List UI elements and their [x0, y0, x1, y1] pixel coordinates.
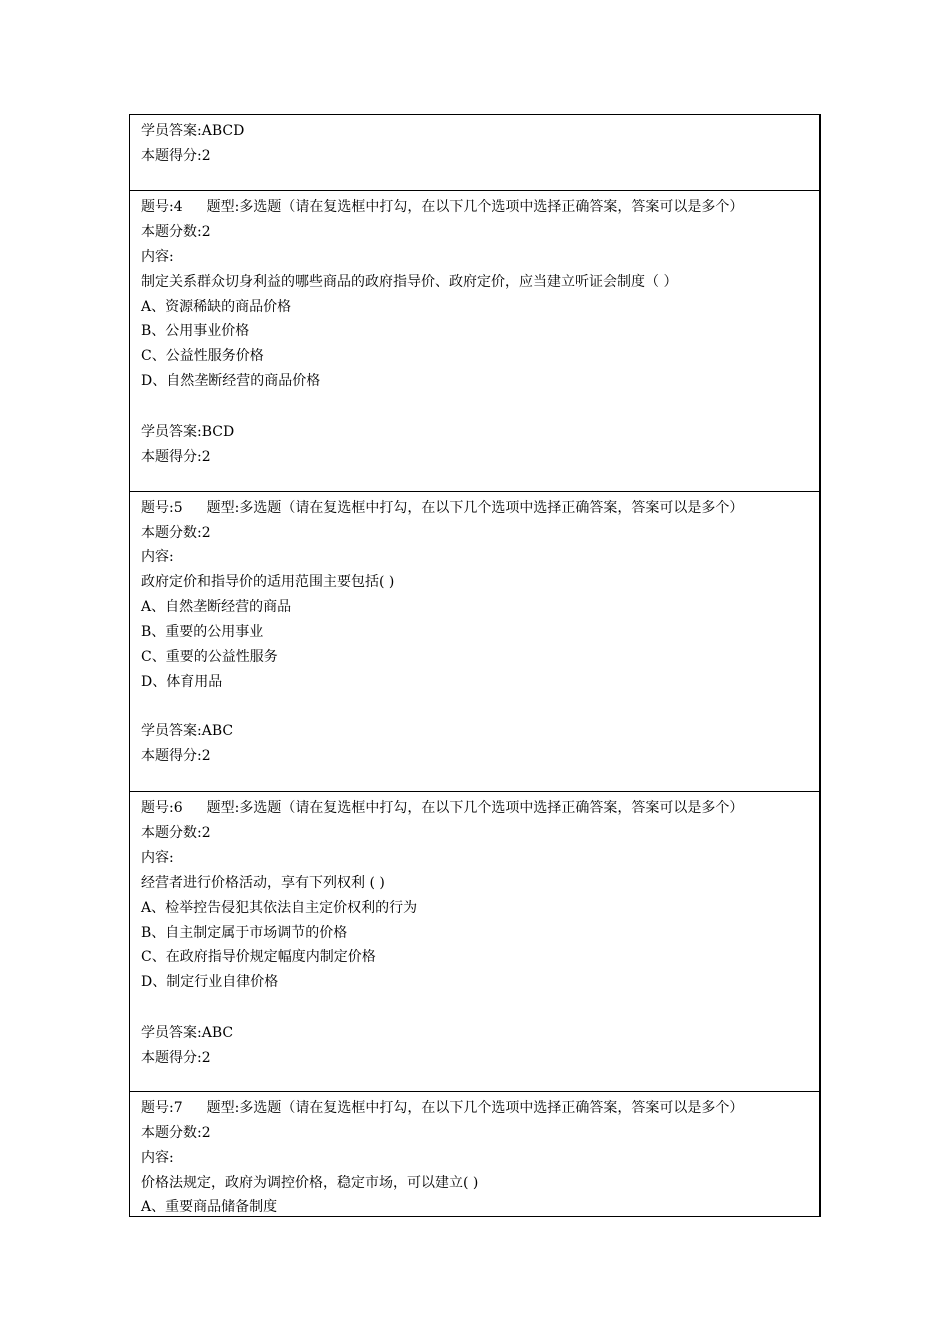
question-type: 题型:多选题（请在复选框中打勾，在以下几个选项中选择正确答案，答案可以是多个） [206, 800, 744, 816]
question-stem: 制定关系群众切身利益的哪些商品的政府指导价、政府定价，应当建立听证会制度（ ） [141, 274, 678, 290]
student-answer: 学员答案:BCD [141, 424, 235, 440]
question-cell-4 [130, 191, 819, 491]
option-d: D、体育用品 [141, 674, 223, 690]
option-a: A、自然垄断经营的商品 [141, 599, 292, 615]
question-header [141, 500, 743, 516]
student-answer: 学员答案:ABCD [141, 123, 245, 139]
question-points: 本题分数:2 [141, 224, 211, 240]
option-c: C、在政府指导价规定幅度内制定价格 [141, 949, 376, 965]
content-label: 内容: [141, 1150, 174, 1166]
question-score: 本题得分:2 [141, 449, 211, 465]
content-label: 内容: [141, 850, 174, 866]
question-stem: 价格法规定，政府为调控价格，稳定市场，可以建立( ) [141, 1175, 479, 1191]
question-cell-3-tail [130, 115, 819, 190]
question-type: 题型:多选题（请在复选框中打勾，在以下几个选项中选择正确答案，答案可以是多个） [206, 199, 744, 215]
option-a: A、重要商品储备制度 [141, 1199, 278, 1215]
question-score: 本题得分:2 [141, 748, 211, 764]
question-table [129, 114, 821, 1217]
option-b: B、重要的公用事业 [141, 624, 264, 640]
question-number: 题号:5 [141, 500, 183, 516]
question-points: 本题分数:2 [141, 525, 211, 541]
question-header [141, 1100, 743, 1116]
question-type: 题型:多选题（请在复选框中打勾，在以下几个选项中选择正确答案，答案可以是多个） [206, 1100, 744, 1116]
option-a: A、资源稀缺的商品价格 [141, 299, 292, 315]
question-header [141, 800, 743, 816]
option-c: C、重要的公益性服务 [141, 649, 278, 665]
content-label: 内容: [141, 549, 174, 565]
question-header [141, 199, 743, 215]
option-a: A、检举控告侵犯其依法自主定价权利的行为 [141, 900, 418, 916]
option-c: C、公益性服务价格 [141, 348, 264, 364]
student-answer: 学员答案:ABC [141, 723, 234, 739]
option-d: D、自然垄断经营的商品价格 [141, 373, 321, 389]
option-d: D、制定行业自律价格 [141, 974, 279, 990]
student-answer: 学员答案:ABC [141, 1025, 234, 1041]
option-b: B、公用事业价格 [141, 323, 250, 339]
question-type: 题型:多选题（请在复选框中打勾，在以下几个选项中选择正确答案，答案可以是多个） [206, 500, 744, 516]
question-points: 本题分数:2 [141, 825, 211, 841]
question-cell-6 [130, 792, 819, 1091]
question-cell-5 [130, 492, 819, 791]
question-score: 本题得分:2 [141, 1050, 211, 1066]
option-b: B、自主制定属于市场调节的价格 [141, 925, 348, 941]
question-score: 本题得分:2 [141, 148, 211, 164]
question-points: 本题分数:2 [141, 1125, 211, 1141]
question-number: 题号:6 [141, 800, 183, 816]
question-number: 题号:4 [141, 199, 183, 215]
content-label: 内容: [141, 249, 174, 265]
question-cell-7 [130, 1092, 819, 1216]
question-number: 题号:7 [141, 1100, 183, 1116]
question-stem: 政府定价和指导价的适用范围主要包括( ) [141, 574, 395, 590]
question-stem: 经营者进行价格活动，享有下列权利 ( ) [141, 875, 385, 891]
